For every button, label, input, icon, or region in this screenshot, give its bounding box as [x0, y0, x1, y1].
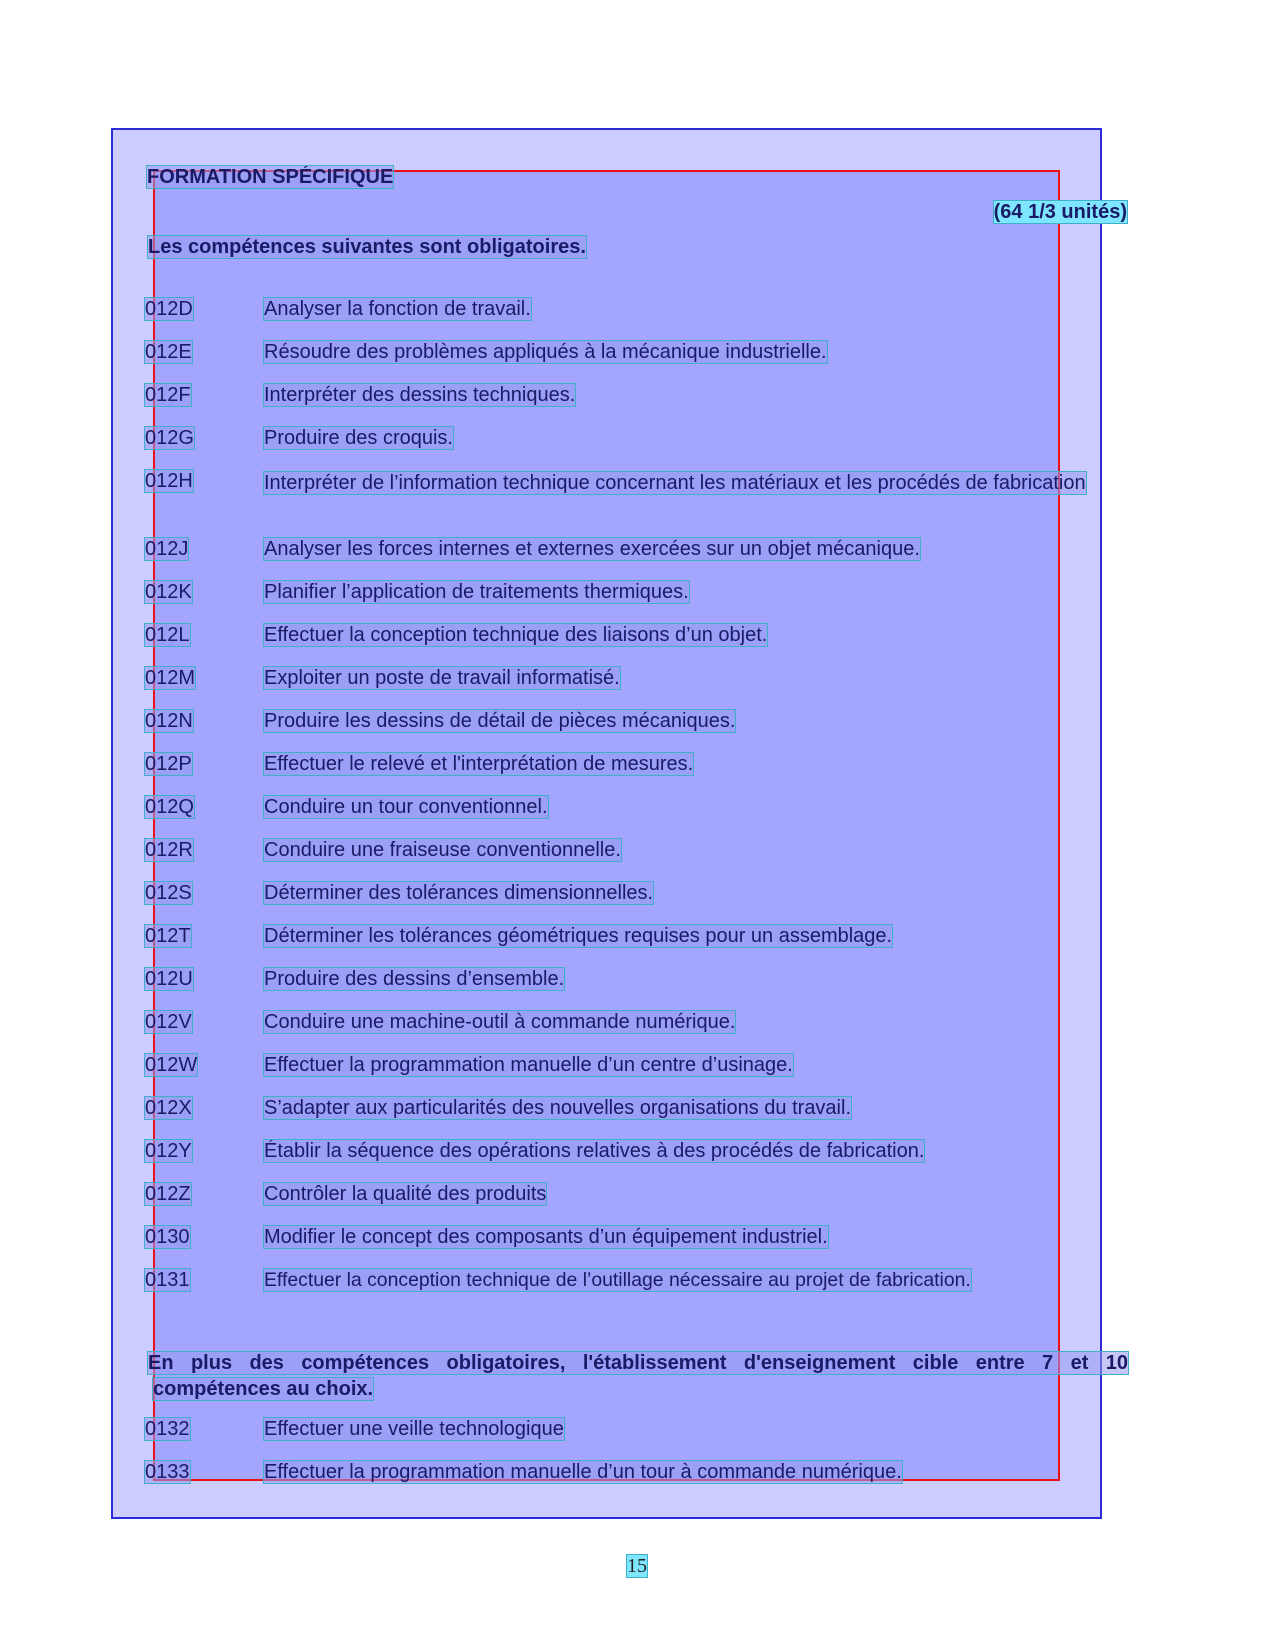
- list-item: [145, 1011, 1113, 1054]
- list-item: [145, 667, 1113, 710]
- list-item: [145, 427, 1113, 470]
- competency-text: Analyser la fonction de travail.: [264, 298, 531, 320]
- list-item: [145, 581, 1113, 624]
- list-item: [145, 1183, 1113, 1226]
- competency-code: 012E: [145, 341, 192, 363]
- competency-text: Analyser les forces internes et externes exercées sur un objet mécanique.: [264, 538, 920, 560]
- competency-text: Contrôler la qualité des produits: [264, 1183, 547, 1205]
- competency-code: 012S: [145, 882, 192, 904]
- page-number: 15: [627, 1555, 647, 1577]
- list-item: [145, 1269, 1113, 1312]
- list-item: [145, 538, 1113, 581]
- competency-text: Effectuer le relevé et l'interprétation de mesures.: [264, 753, 694, 775]
- list-item: [145, 839, 1113, 882]
- competency-code: 012Z: [145, 1183, 191, 1205]
- units-label: (64 1/3 unités): [993, 201, 1127, 223]
- competency-code: 012P: [145, 753, 192, 775]
- competency-code: 012D: [145, 298, 193, 320]
- competency-code: 012X: [145, 1097, 192, 1119]
- competency-text: Interpréter de l’information technique concernant les matériaux et les procédés de fabrication: [264, 472, 1086, 494]
- competency-text: Effectuer la conception technique de l’outillage nécessaire au projet de fabrication.: [264, 1269, 971, 1291]
- list-item: [145, 882, 1113, 925]
- competency-text: Planifier l’application de traitements thermiques.: [264, 581, 689, 603]
- competency-code: 012H: [145, 470, 193, 492]
- list-item: [145, 1097, 1113, 1140]
- competency-text: Produire des dessins d’ensemble.: [264, 968, 565, 990]
- competency-text: Effectuer la conception technique des liaisons d’un objet.: [264, 624, 768, 646]
- competency-text: Conduire une fraiseuse conventionnelle.: [264, 839, 621, 861]
- list-item: [145, 1140, 1113, 1183]
- competency-text: Produire des croquis.: [264, 427, 453, 449]
- competency-text: Conduire un tour conventionnel.: [264, 796, 548, 818]
- list-item: [145, 753, 1113, 796]
- list-item: [145, 1226, 1113, 1269]
- competency-text: Produire les dessins de détail de pièces mécaniques.: [264, 710, 736, 732]
- competency-code: 012M: [145, 667, 196, 689]
- competency-code: 012K: [145, 581, 192, 603]
- competency-code: 0131: [145, 1269, 190, 1291]
- competency-text: Interpréter des dessins techniques.: [264, 384, 576, 406]
- competency-text: Déterminer les tolérances géométriques requises pour un assemblage.: [264, 925, 893, 947]
- list-item: [145, 796, 1113, 839]
- list-item: [145, 925, 1113, 968]
- list-item: [145, 470, 1113, 538]
- competency-code: 012G: [145, 427, 194, 449]
- optional-competency-list: [145, 1418, 1113, 1504]
- competency-text: Conduire une machine-outil à commande numérique.: [264, 1011, 736, 1033]
- competency-text: Effectuer une veille technologique: [264, 1418, 564, 1440]
- list-item: [145, 1054, 1113, 1097]
- competency-text: Exploiter un poste de travail informatisé.: [264, 667, 620, 689]
- competency-code: 012T: [145, 925, 191, 947]
- competency-code: 012W: [145, 1054, 198, 1076]
- competency-code: 012L: [145, 624, 190, 646]
- competency-text: Effectuer la programmation manuelle d’un centre d’usinage.: [264, 1054, 793, 1076]
- list-item: [145, 341, 1113, 384]
- competency-code: 012F: [145, 384, 191, 406]
- competency-code: 012V: [145, 1011, 192, 1033]
- choice-note: En plus des compétences obligatoires, l'établissement d'enseignement cible entre 7 et 10 compétences au choix.: [148, 1352, 1128, 1400]
- competency-code: 012Q: [145, 796, 194, 818]
- section-title: FORMATION SPÉCIFIQUE: [147, 166, 394, 188]
- list-item: [145, 1461, 1113, 1504]
- list-item: [145, 384, 1113, 427]
- competency-code: 012Y: [145, 1140, 192, 1162]
- competency-text: Établir la séquence des opérations relatives à des procédés de fabrication.: [264, 1140, 925, 1162]
- competency-text: Résoudre des problèmes appliqués à la mécanique industrielle.: [264, 341, 827, 363]
- list-item: [145, 710, 1113, 753]
- competency-text: Effectuer la programmation manuelle d’un tour à commande numérique.: [264, 1461, 902, 1483]
- competency-code: 012R: [145, 839, 193, 861]
- competency-text: Modifier le concept des composants d’un équipement industriel.: [264, 1226, 828, 1248]
- competency-code: 012U: [145, 968, 193, 990]
- competency-code: 0130: [145, 1226, 190, 1248]
- competency-code: 012J: [145, 538, 189, 560]
- mandatory-competency-list: [145, 298, 1113, 1312]
- list-item: [145, 968, 1113, 1011]
- list-item: [145, 624, 1113, 667]
- competency-code: 0133: [145, 1461, 190, 1483]
- list-item: [145, 298, 1113, 341]
- competency-code: 0132: [145, 1418, 190, 1440]
- list-item: [145, 1418, 1113, 1461]
- competency-text: S’adapter aux particularités des nouvelles organisations du travail.: [264, 1097, 852, 1119]
- competency-text: Déterminer des tolérances dimensionnelles.: [264, 882, 654, 904]
- competency-code: 012N: [145, 710, 193, 732]
- intro-text: Les compétences suivantes sont obligatoires.: [148, 236, 586, 258]
